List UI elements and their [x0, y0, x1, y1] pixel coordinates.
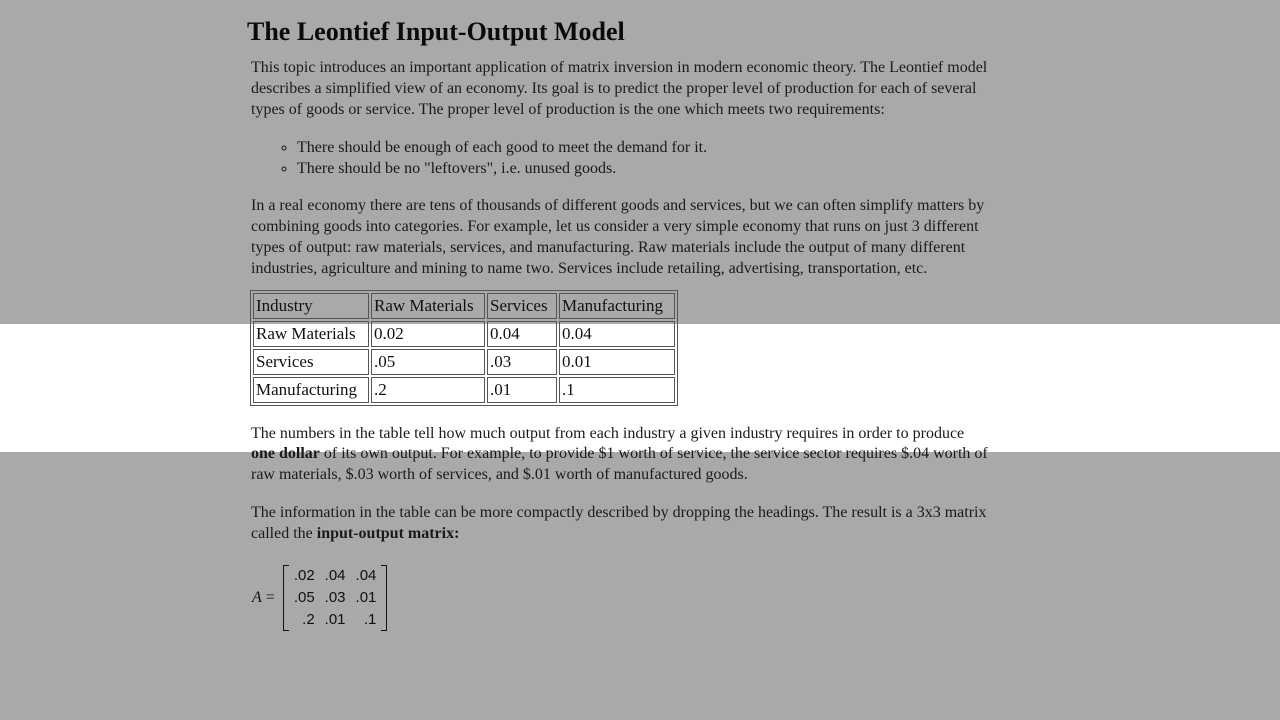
- table-cell: 0.04: [559, 321, 675, 347]
- compact-text: The information in the table can be more compactly described by dropping the headings. The result is a 3x3 matrix called the: [251, 503, 987, 542]
- table-header-cell: Services: [487, 293, 557, 319]
- table-cell: 0.01: [559, 349, 675, 375]
- matrix-entry: .2: [302, 610, 315, 628]
- page-title: The Leontief Input-Output Model: [247, 17, 625, 46]
- table-cell: Raw Materials: [253, 321, 369, 347]
- matrix-equals: =: [265, 588, 275, 606]
- requirements-list: [247, 137, 1007, 179]
- matrix-entry: .05: [293, 588, 315, 606]
- table-cell: .1: [559, 377, 675, 403]
- table-cell: .01: [487, 377, 557, 403]
- explanation-paragraph: [247, 424, 991, 486]
- table-cell: .03: [487, 349, 557, 375]
- table-row: [253, 321, 675, 347]
- explanation-text-end: of its own output. For example, to provide $1 worth of service, the service sector requires $.04 worth of raw materials, $.03 worth of services, and $.01 worth of manufactured goods.: [251, 445, 988, 484]
- table-header-row: [253, 293, 675, 319]
- table-cell: Services: [253, 349, 369, 375]
- table-cell: 0.04: [487, 321, 557, 347]
- table-cell: .2: [371, 377, 485, 403]
- table-header-cell: Raw Materials: [371, 293, 485, 319]
- matrix-row: [289, 565, 382, 587]
- matrix-row: [289, 609, 382, 631]
- matrix-entry: .01: [324, 610, 346, 628]
- list-item: ◦ There should be enough of each good to meet the demand for it.: [297, 137, 1007, 158]
- intro-paragraph: This topic introduces an important application of matrix inversion in modern economic theory. The Leontief model describes a simplified view of an economy. Its goal is to predict the proper level of production for each of several types of goods or service. The proper level of production is the one which meets two requirements:: [251, 59, 988, 118]
- table-row: [253, 349, 675, 375]
- input-output-table: [250, 290, 678, 406]
- article: [247, 14, 1007, 631]
- matrix-label: A: [252, 588, 262, 606]
- matrix-entry: .04: [355, 566, 377, 584]
- table-header-cell: Manufacturing: [559, 293, 675, 319]
- input-output-matrix: [252, 565, 1007, 631]
- matrix-entry: .02: [293, 566, 315, 584]
- matrix-entry: .1: [363, 610, 377, 628]
- table-header-cell: Industry: [253, 293, 369, 319]
- table-cell: Manufacturing: [253, 377, 369, 403]
- matrix-grid: [289, 565, 382, 631]
- table-cell: 0.02: [371, 321, 485, 347]
- matrix-entry: .01: [355, 588, 377, 606]
- compact-paragraph: [247, 503, 991, 545]
- matrix-entry: .04: [324, 566, 346, 584]
- explanation-bold: one dollar: [251, 445, 320, 463]
- explanation-text: The numbers in the table tell how much output from each industry a given industry requires in order to produce: [251, 424, 965, 442]
- compact-bold: input-output matrix:: [316, 524, 460, 542]
- table-row: [253, 377, 675, 403]
- economy-paragraph: In a real economy there are tens of thousands of different goods and services, but we can often simplify matters by combining goods into categories. For example, let us consider a very simple economy that runs on just 3 different types of output: raw materials, services, and manufacturing. Raw materials include the output of many different industries, agriculture and mining to name two. Services include retailing, advertising, transportation, etc.: [251, 197, 985, 277]
- table-cell: .05: [371, 349, 485, 375]
- matrix-row: [289, 587, 382, 609]
- matrix-entry: .03: [324, 588, 346, 606]
- matrix-brackets: [283, 565, 388, 631]
- list-item: ◦ There should be no "leftovers", i.e. unused goods.: [297, 158, 1007, 179]
